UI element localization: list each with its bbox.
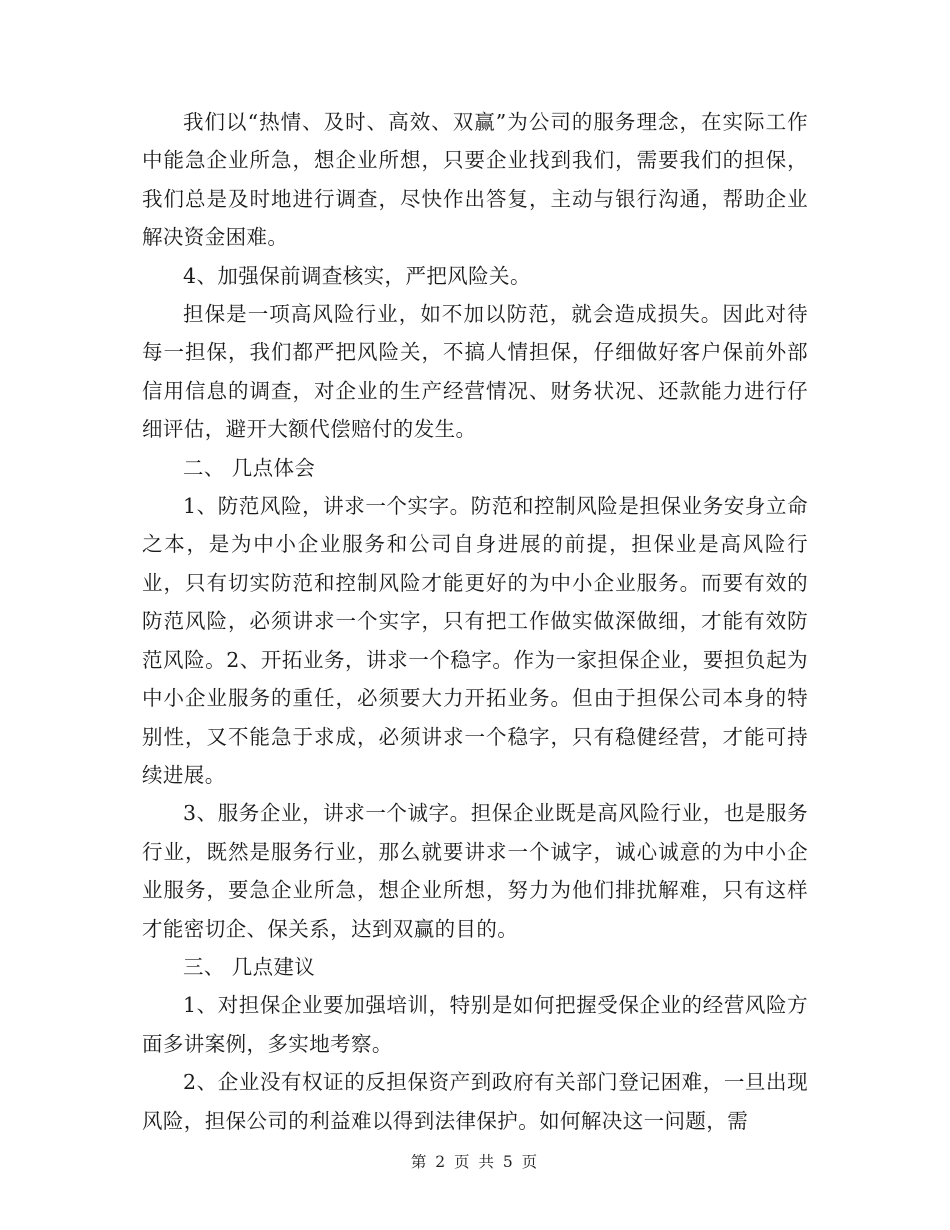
paragraph-risk-control: 担保是一项高风险行业，如不加以防范，就会造成损失。因此对待每一担保，我们都严把风险关，不搞人情担保，仔细做好客户保前外部信用信息的调查，对企业的生产经营情况、财务状况、还款能力进行仔细评估，避开大额代偿赔付的发生。 (142, 302, 808, 442)
page-number-footer: 第 2 页 共 5 页 (410, 1153, 540, 1171)
paragraph-service-philosophy: 我们以“热情、及时、高效、双赢”为公司的服务理念，在实际工作中能急企业所急，想企业所想，只要企业找到我们，需要我们的担保，我们总是及时地进行调查，尽快作出答复，主动与银行沟通，帮助企业解决资金困难。 (142, 110, 808, 250)
section-heading-experience: 二、 几点体会 (183, 455, 316, 480)
document-body (142, 103, 808, 1140)
paragraph-suggestion-2: 2、企业没有权证的反担保资产到政府有关部门登记困难，一旦出现风险，担保公司的利益难以得到法律保护。如何解决这一问题，需 (142, 1070, 808, 1133)
paragraph-pre-guarantee-check: 4、加强保前调查核实，严把风险关。 (183, 263, 531, 288)
section-heading-suggestions: 三、 几点建议 (183, 954, 316, 979)
paragraph-experience-3: 3、服务企业，讲求一个诚字。担保企业既是高风险行业，也是服务行业，既然是服务行业，那么就要讲求一个诚字，诚心诚意的为中小企业服务，要急企业所急，想企业所想，努力为他们排扰解难，只有这样才能密切企、保关系，达到双赢的目的。 (142, 801, 808, 941)
paragraph-experience-1-2: 1、防范风险，讲求一个实字。防范和控制风险是担保业务安身立命之本，是为中小企业服务和公司自身进展的前提，担保业是高风险行业，只有切实防范和控制风险才能更好的为中小企业服务。而要有效的防范风险，必须讲求一个实字，只有把工作做实做深做细，才能有效防范风险。2、开拓业务，讲求一个稳字。作为一家担保企业，要担负起为中小企业服务的重任，必须要大力开拓业务。但由于担保公司本身的特别性，又不能急于求成，必须讲求一个稳字，只有稳健经营，才能可持续进展。 (142, 494, 808, 787)
paragraph-suggestion-1: 1、对担保企业要加强培训，特别是如何把握受保企业的经营风险方面多讲案例，多实地考察。 (142, 993, 808, 1056)
